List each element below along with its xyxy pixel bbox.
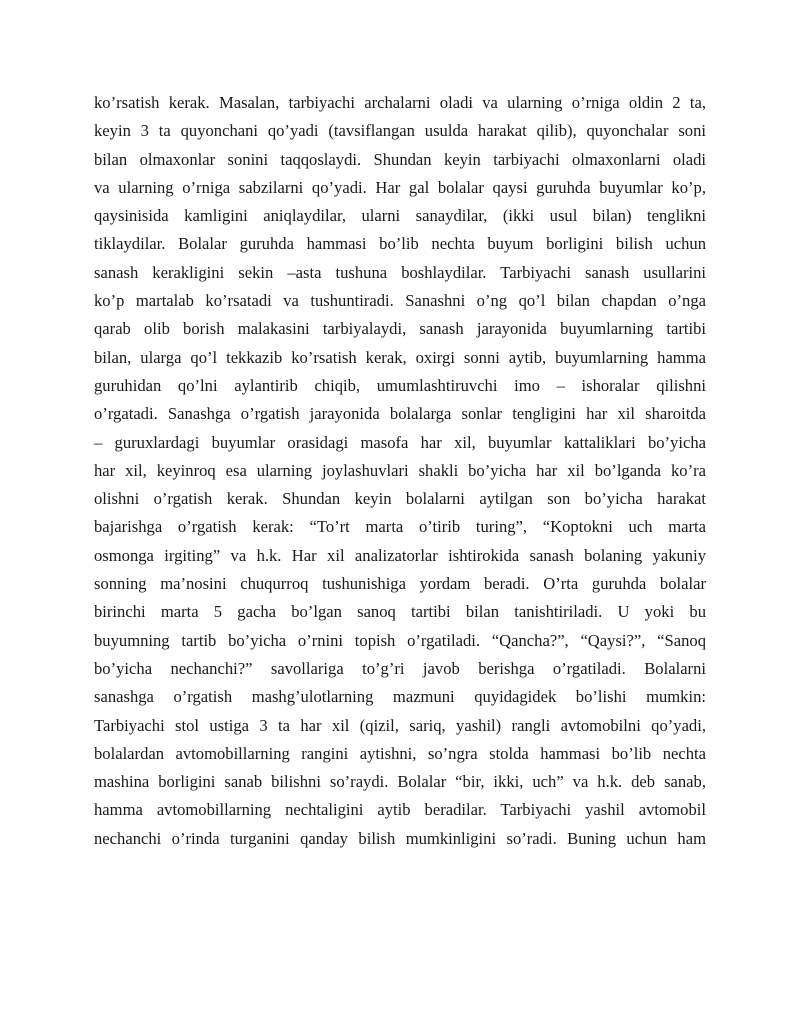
text-line: va ularning o’rniga sabzilarni qo’yadi. Har gal bolalar qaysi guruhda buyumlar ko’p,	[94, 177, 706, 197]
text-line: har xil, keyinroq esa ularning joylashuvlari shakli bo’yicha har xil bo’lganda ko’ra	[94, 460, 706, 480]
text-line: sanashga o’rgatish mashg’ulotlarning mazmuni quyidagidek bo’lishi mumkin:	[94, 687, 706, 707]
text-line: keyin 3 ta quyonchani qo’yadi (tavsiflangan usulda harakat qilib), quyonchalar soni	[94, 121, 706, 141]
text-line: buyumning tartib bo’yicha o’rnini topish o’rgatiladi. “Qancha?”, “Qaysi?”, “Sanoq	[94, 630, 706, 650]
text-line: sonning ma’nosini chuqurroq tushunishiga yordam beradi. O’rta guruhda bolalar	[94, 574, 706, 594]
text-line: bolalardan avtomobillarning rangini aytishni, so’ngra stolda hammasi bo’lib nechta	[94, 743, 706, 763]
text-line: olishni o’rgatish kerak. Shundan keyin bolalarni aytilgan son bo’yicha harakat	[94, 489, 706, 509]
text-line: bilan, ularga qo’l tekkazib ko’rsatish kerak, oxirgi sonni aytib, buyumlarning hamma	[94, 347, 706, 367]
text-line: qarab olib borish malakasini tarbiyalaydi, sanash jarayonida buyumlarning tartibi	[94, 319, 706, 339]
text-line: bajarishga o’rgatish kerak: “To’rt marta o’tirib turing”, “Koptokni uch marta	[94, 517, 706, 537]
text-line: birinchi marta 5 gacha bo’lgan sanoq tartibi bilan tanishtiriladi. U yoki bu	[94, 602, 706, 622]
text-line: tiklaydilar. Bolalar guruhda hammasi bo’lib nechta buyum borligini bilish uchun	[94, 234, 706, 254]
body-text	[94, 89, 706, 853]
text-line: – guruxlardagi buyumlar orasidagi masofa har xil, buyumlar kattaliklari bo’yicha	[94, 432, 706, 452]
text-line: guruhidan qo’lni aylantirib chiqib, umumlashtiruvchi imo – ishoralar qilishni	[94, 375, 706, 395]
text-line: qaysinisida kamligini aniqlaydilar, ularni sanaydilar, (ikki usul bilan) tenglikni	[94, 206, 706, 226]
text-line: osmonga irgiting” va h.k. Har xil analizatorlar ishtirokida sanash bolaning yakuniy	[94, 545, 706, 565]
text-line: sanash kerakligini sekin –asta tushuna boshlaydilar. Tarbiyachi sanash usullarini	[94, 262, 706, 282]
text-line: bilan olmaxonlar sonini taqqoslaydi. Shundan keyin tarbiyachi olmaxonlarni oladi	[94, 149, 706, 169]
text-line: nechanchi o’rinda turganini qanday bilish mumkinligini so’radi. Buning uchun ham	[94, 828, 706, 848]
text-line: o’rgatadi. Sanashga o’rgatish jarayonida bolalarga sonlar tengligini har xil sharoitda	[94, 404, 706, 424]
text-line: Tarbiyachi stol ustiga 3 ta har xil (qizil, sariq, yashil) rangli avtomobilni qo’yadi,	[94, 715, 706, 735]
text-line: mashina borligini sanab bilishni so’raydi. Bolalar “bir, ikki, uch” va h.k. deb sanab,	[94, 772, 706, 792]
text-line: bo’yicha nechanchi?” savollariga to’g’ri javob berishga o’rgatiladi. Bolalarni	[94, 658, 706, 678]
text-line: ko’p martalab ko’rsatadi va tushuntiradi. Sanashni o’ng qo’l bilan chapdan o’nga	[94, 291, 706, 311]
text-line: ko’rsatish kerak. Masalan, tarbiyachi archalarni oladi va ularning o’rniga oldin 2 ta,	[94, 93, 706, 112]
text-line: hamma avtomobillarning nechtaligini aytib beradilar. Tarbiyachi yashil avtomobil	[94, 800, 706, 820]
